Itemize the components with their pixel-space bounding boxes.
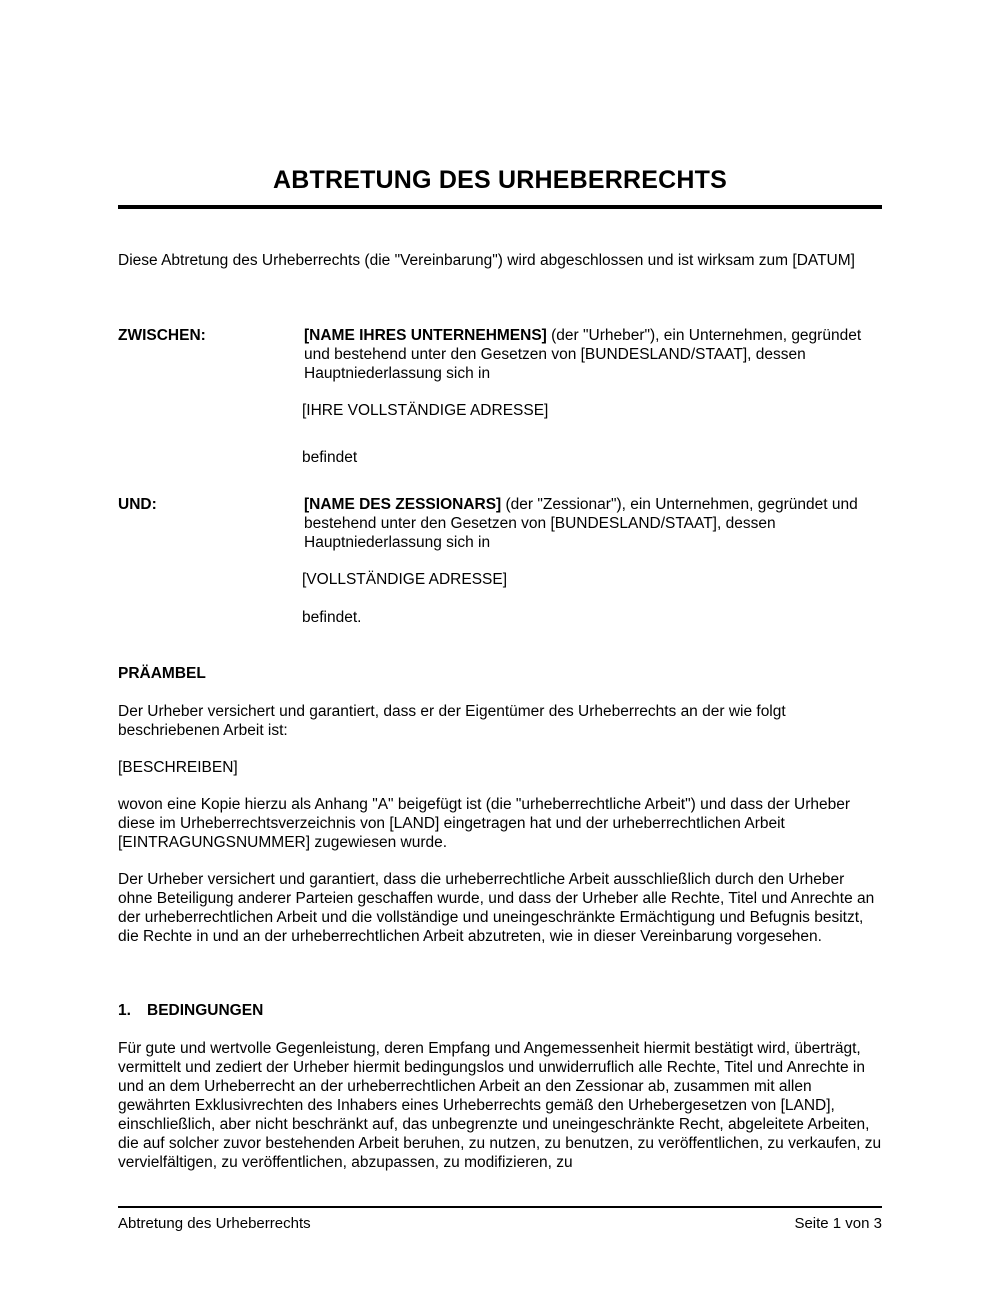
footer-page-number: Seite 1 von 3: [794, 1215, 882, 1232]
footer-divider: [118, 1206, 882, 1208]
preamble-paragraph-2: wovon eine Kopie hierzu als Anhang "A" beigefügt ist (die "urheberrechtliche Arbeit") und dass der Urheber diese im Urheberrechtsverzeichnis von [LAND] eingetragen hat und der urheberrechtlichen Arbeit [EINTRAGUNGSNUMMER] zugewiesen wurde.: [118, 796, 850, 851]
preamble-placeholder: [BESCHREIBEN]: [118, 759, 238, 776]
party-1-closing: befindet: [302, 449, 358, 466]
title-divider: [118, 205, 882, 209]
section-1-paragraph: Für gute und wertvolle Gegenleistung, deren Empfang und Angemessenheit hiermit bestätigt wird, überträgt, vermittelt und zediert der Urheber hiermit bedingungslos und unwiderruflich alle Rechte, Titel und Anrechte in und an dem Urheberrecht an der urheberrechtlichen Arbeit an den Zessionar ab, zusammen mit allen gewährten Exklusivrechten des Inhabers eines Urheberrechts gemäß den Urhebergesetzen von [LAND], einschließlich, aber nicht beschränkt auf, das unbegrenzte und uneingeschränkte Recht, abgeleitete Arbeiten, die auf solcher zuvor bestehenden Arbeit beruhen, zu nutzen, zu benutzen, zu veröffentlichen, zu verkaufen, zu vervielfältigen, zu veröffentlichen, abzupassen, zu modifizieren, zu: [118, 1040, 882, 1171]
party-2-label: UND:: [118, 496, 157, 513]
footer-document-name: Abtretung des Urheberrechts: [118, 1215, 311, 1232]
party-1-text: (der "Urheber"), ein Unternehmen, gegründet und bestehend unter den Gesetzen von [BUNDESLAND/STAAT], dessen Hauptniederlassung sich in: [304, 327, 862, 382]
section-1-number: 1.: [118, 1002, 131, 1019]
intro-paragraph: Diese Abtretung des Urheberrechts (die "Vereinbarung") wird abgeschlossen und ist wirksam zum [DATUM]: [118, 252, 855, 269]
party-1-address: [IHRE VOLLSTÄNDIGE ADRESSE]: [302, 402, 549, 419]
document-page: [118, 0, 882, 1290]
preamble-paragraph-3: Der Urheber versichert und garantiert, dass die urheberrechtliche Arbeit ausschließlich durch den Urheber ohne Beteiligung anderer Parteien geschaffen wurde, und dass der Urheber alle Rechte, Titel und Anrechte an der urheberrechtlichen Arbeit und die vollständige und uneingeschränkte Ermächtigung und Befugnis besitzt, die Rechte in und an der urheberrechtlichen Arbeit abzutreten, wie in dieser Vereinbarung vorgesehen.: [118, 871, 875, 945]
party-2-text: (der "Zessionar"), ein Unternehmen, gegründet und bestehend unter den Gesetzen von [BUNDESLAND/STAAT], dessen Hauptniederlassung sich in: [304, 496, 858, 551]
document-title: ABTRETUNG DES URHEBERRECHTS: [272, 166, 728, 194]
preamble-paragraph-1: Der Urheber versichert und garantiert, dass er der Eigentümer des Urheberrechts an der wie folgt beschriebenen Arbeit ist:: [118, 703, 786, 739]
party-1-description: [304, 326, 884, 383]
party-2-description: [304, 495, 884, 552]
party-1-name: [NAME IHRES UNTERNEHMENS]: [304, 327, 547, 344]
section-1-title: BEDINGUNGEN: [147, 1002, 264, 1019]
party-2-name: [NAME DES ZESSIONARS]: [304, 496, 502, 513]
preamble-heading: PRÄAMBEL: [118, 665, 206, 682]
party-2-address: [VOLLSTÄNDIGE ADRESSE]: [302, 571, 508, 588]
section-1-heading: [118, 1001, 263, 1020]
party-1-label: ZWISCHEN:: [118, 327, 206, 344]
party-2-closing: befindet.: [302, 609, 362, 626]
